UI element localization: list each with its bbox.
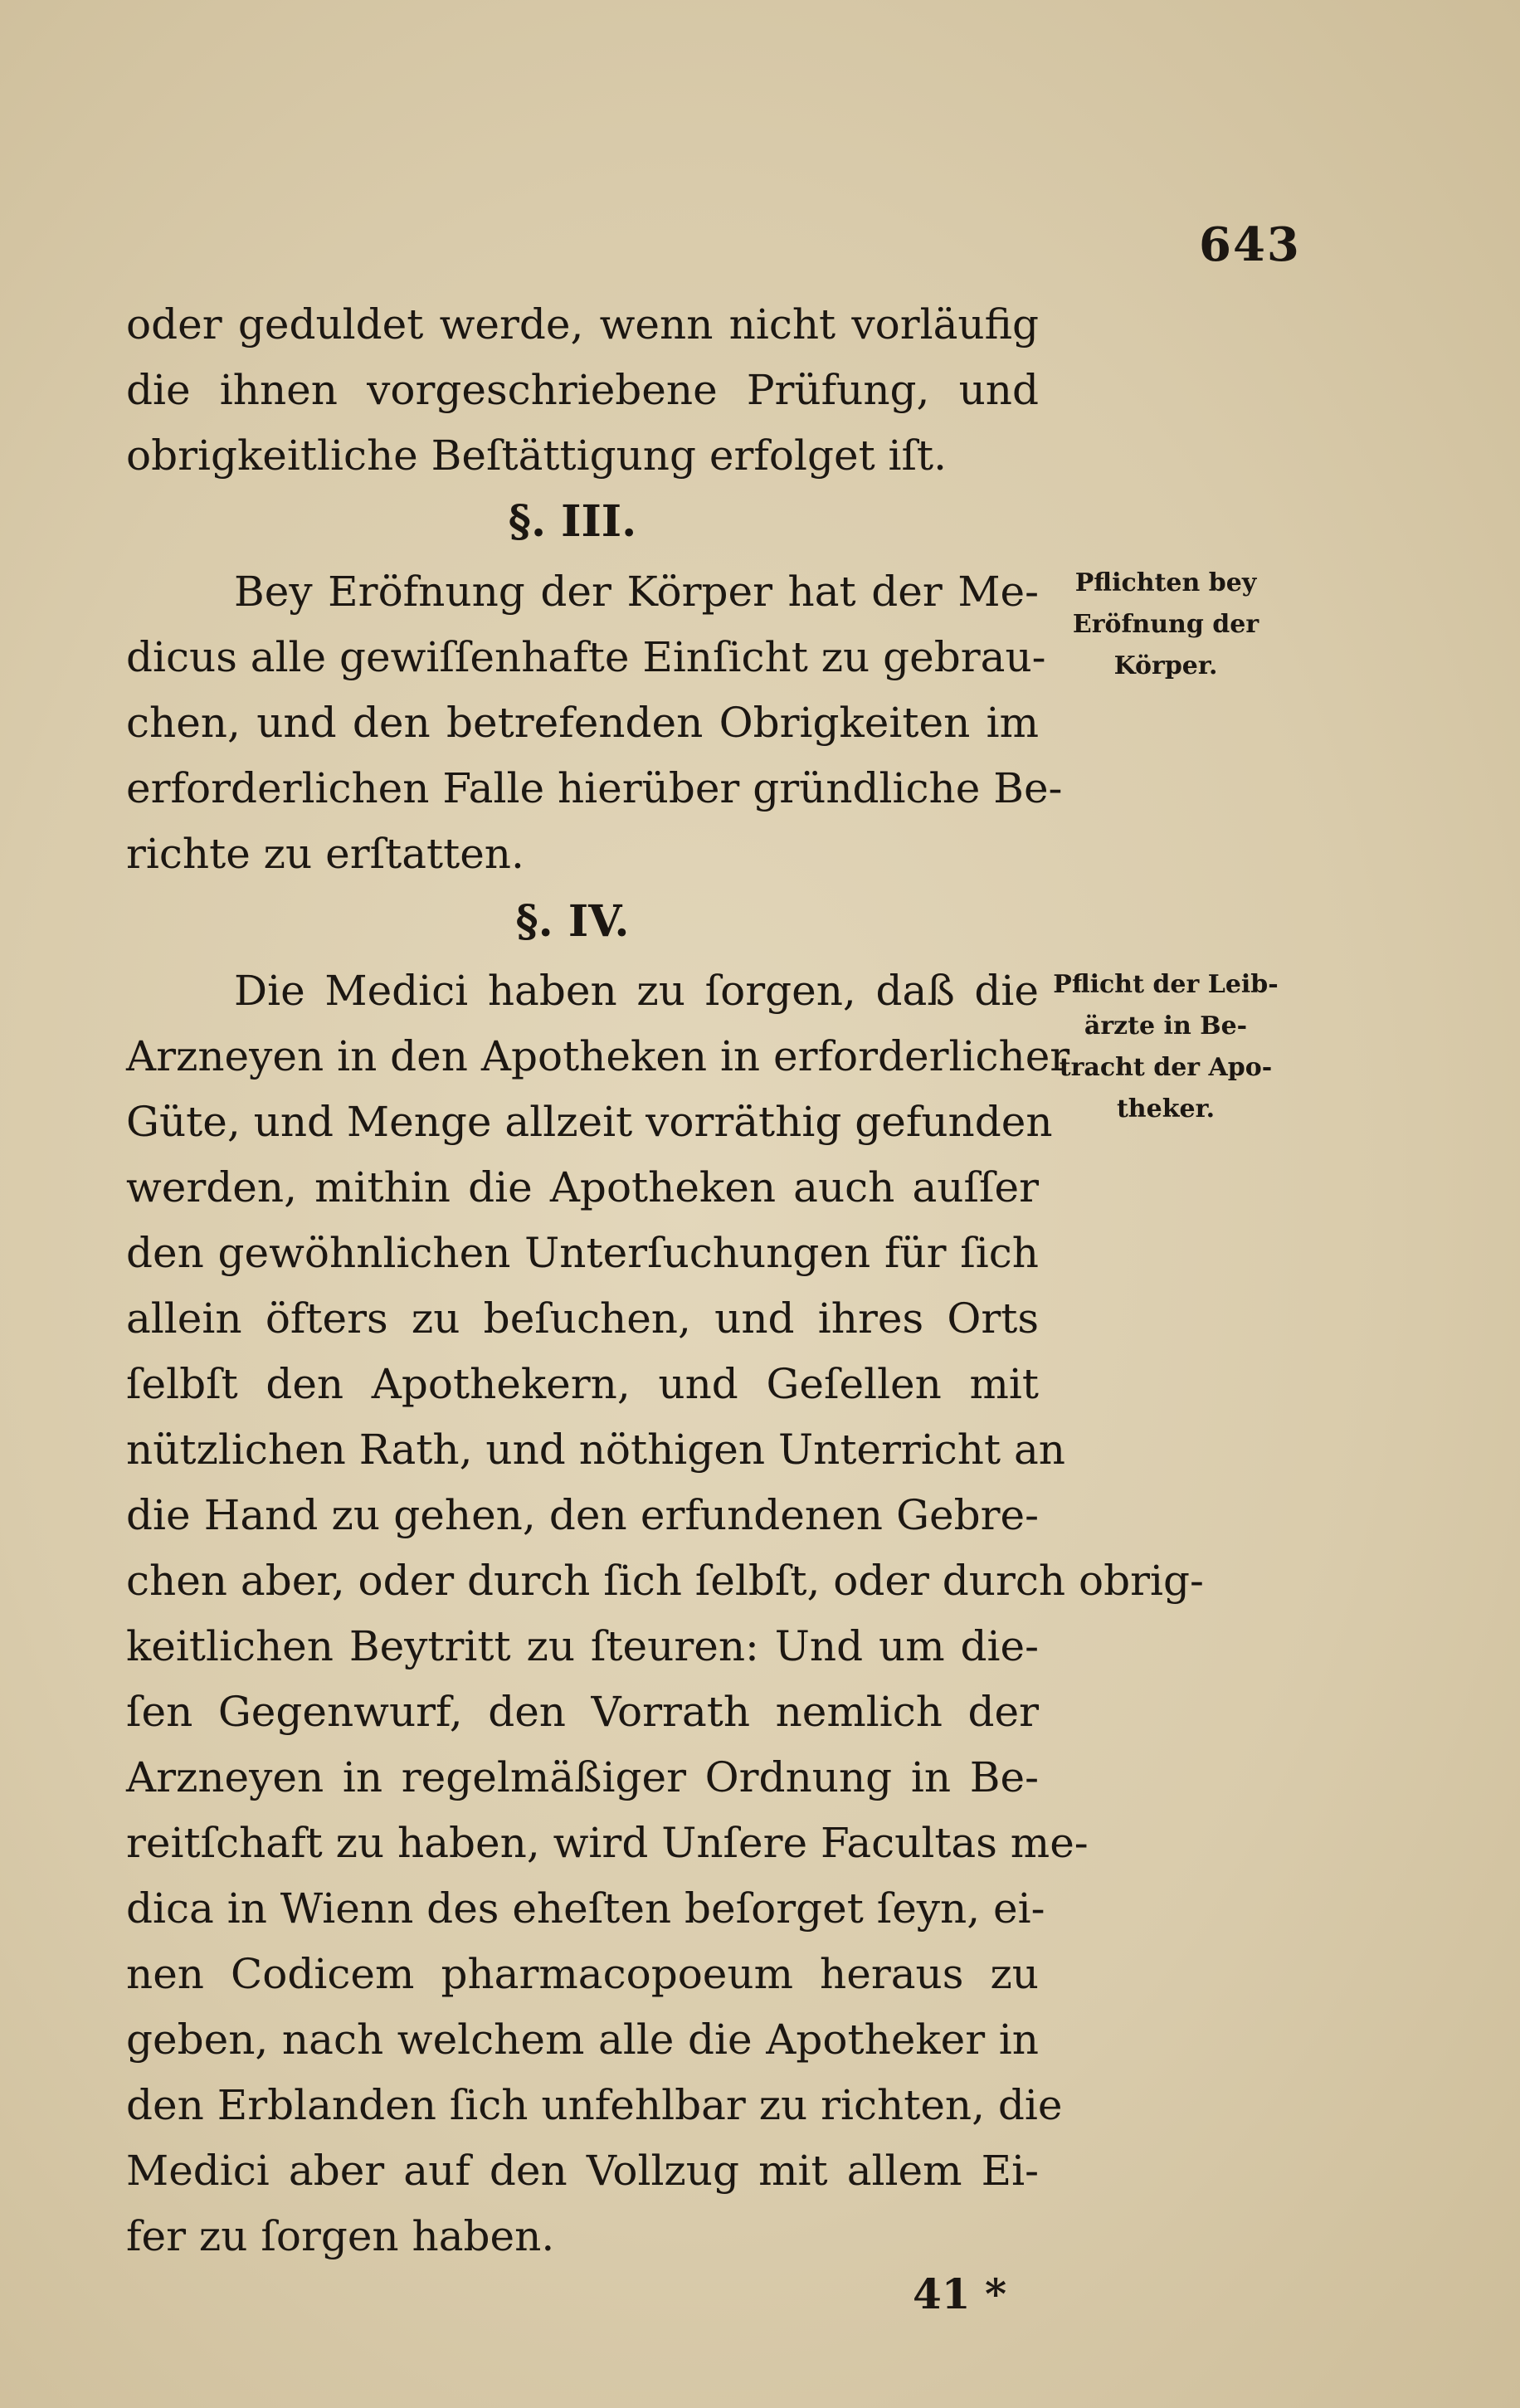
section-heading-4: §. IV.: [515, 896, 630, 947]
text-line: Arzneyen in den Apotheken in erforderlicher: [126, 1032, 1070, 1080]
text-line: allein öfters zu beſuchen, und ihres Orts: [126, 1294, 1039, 1343]
margin-note-3: [1041, 563, 1290, 687]
signature-mark: 41 *: [913, 2269, 1007, 2318]
text-line: die ihnen vorgeschriebene Prüfung, und: [126, 366, 1039, 414]
margin-note-line: Pflicht der Leib-: [1053, 970, 1279, 999]
section-heading-3: §. III.: [508, 496, 637, 547]
text-line: Medici aber auf den Vollzug mit allem Ei-: [126, 2147, 1039, 2195]
text-line: die Hand zu gehen, den erfundenen Gebre-: [126, 1491, 1039, 1539]
text-line: fer zu ſorgen haben.: [126, 2212, 555, 2260]
margin-note-line: Körper.: [1113, 651, 1218, 680]
text-line: den gewöhnlichen Unterſuchungen für ſich: [126, 1229, 1039, 1277]
text-line: erforderlichen Falle hierüber gründliche Be-: [126, 764, 1063, 812]
text-line: werden, mithin die Apotheken auch auſſer: [126, 1163, 1039, 1211]
page-number: 643: [1199, 217, 1301, 272]
text-line: chen, und den betrefenden Obrigkeiten im: [126, 699, 1039, 747]
text-line: keitlichen Beytritt zu ſteuren: Und um die-: [126, 1622, 1039, 1670]
text-line: Bey Eröfnung der Körper hat der Me-: [234, 568, 1039, 616]
margin-note-line: tracht der Apo-: [1059, 1053, 1273, 1082]
margin-note-4: [1041, 964, 1290, 1130]
paragraph-continuation: [126, 292, 1039, 489]
margin-note-line: ärzte in Be-: [1084, 1011, 1248, 1041]
margin-note-line: theker.: [1116, 1094, 1216, 1124]
margin-note-line: Eröfnung der: [1072, 610, 1259, 639]
text-line: chen aber, oder durch ſich ſelbſt, oder durch obrig-: [126, 1557, 1204, 1605]
text-line: nützlichen Rath, und nöthigen Unterricht an: [126, 1426, 1066, 1474]
text-line: dica in Wienn des eheſten beſorget ſeyn, ei-: [126, 1884, 1045, 1933]
text-line: ſen Gegenwurf, den Vorrath nemlich der: [126, 1688, 1039, 1736]
text-line: Arzneyen in regelmäßiger Ordnung in Be-: [126, 1753, 1039, 1801]
text-line: reitſchaft zu haben, wird Unſere Facultas me-: [126, 1819, 1089, 1867]
text-line: Güte, und Menge allzeit vorräthig gefunden: [126, 1098, 1053, 1146]
text-line: den Erblanden ſich unfehlbar zu richten, die: [126, 2081, 1063, 2129]
section-3-body: [126, 559, 1063, 887]
margin-note-line: Pflichten bey: [1074, 568, 1257, 597]
text-line: dicus alle gewiſſenhafte Einſicht zu gebrau-: [126, 633, 1046, 681]
text-line: nen Codicem pharmacopoeum heraus zu: [126, 1950, 1039, 1998]
text-line: richte zu erſtatten.: [126, 830, 524, 878]
text-line: oder geduldet werde, wenn nicht vorläufig: [126, 300, 1039, 349]
text-line: Die Medici haben zu ſorgen, daß die: [234, 967, 1039, 1015]
text-line: obrigkeitliche Beſtättigung erfolget iſt.: [126, 431, 948, 480]
text-line: geben, nach welchem alle die Apotheker in: [126, 2016, 1039, 2064]
text-line: ſelbſt den Apothekern, und Geſellen mit: [126, 1360, 1039, 1408]
